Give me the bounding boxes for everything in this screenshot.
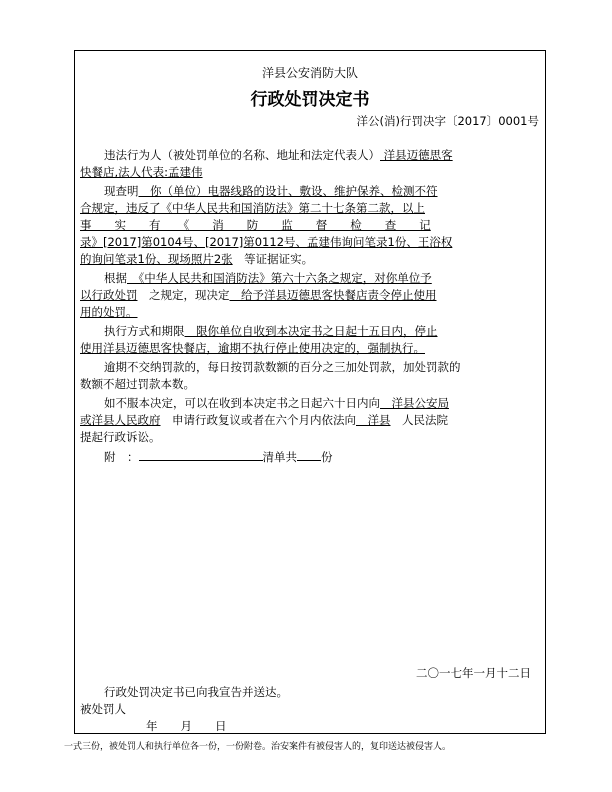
issuing-organization: 洋县公安消防大队 — [261, 66, 358, 80]
attachment-count-blank — [297, 448, 321, 461]
findings-line-3: 事 实 有 《 消 防 监 督 检 查 记 — [80, 218, 431, 232]
party-name: 洋县迈德思客 — [380, 148, 453, 162]
late-fine-line-1: 逾期不交纳罚款的，每日按罚款数额的百分之三加处罚款，加处罚款的 — [104, 360, 461, 374]
findings-line-4: 录》[2017]第0104号、[2017]第0112号、孟建伟询问笔录1份、王浴权 — [80, 235, 453, 249]
legal-basis-line-1: 根据 《中华人民共和国消防法》第六十六条之规定，对你单位予 — [104, 271, 432, 285]
party-line-2: 快餐店,法人代表:孟建伟 — [80, 165, 203, 179]
party-line-1: 违法行为人（被处罚单位的名称、地址和法定代表人） 洋县迈德思客 — [104, 148, 453, 162]
receipt-person-label: 被处罚人 — [80, 702, 126, 716]
document-number: 洋公(消)行罚决字〔2017〕0001号 — [356, 114, 539, 128]
receipt-date-fields: 年 月 日 — [146, 719, 227, 733]
execution-line-2: 使用洋县迈德思客快餐店，逾期不执行停止使用决定的，强制执行。 — [80, 341, 425, 355]
document-title: 行政处罚决定书 — [250, 90, 370, 110]
footer-note: 一式三份，被处罚人和执行单位各一份，一份附卷。治安案件有被侵害人的，复印送达被侵害人。 — [64, 742, 452, 752]
attachment-line — [80, 448, 333, 465]
receipt-notice: 行政处罚决定书已向我宣告并送达。 — [104, 685, 288, 699]
findings-line-2: 合规定，违反了《中华人民共和国消防法》第二十七条第二款，以上 — [80, 201, 425, 215]
decision-date: 二〇一七年一月十二日 — [416, 666, 531, 680]
appeal-line-2: 或洋县人民政府 申请行政复议或者在六个月内依法向 洋县 人民法院 — [80, 413, 448, 427]
execution-line-1: 执行方式和期限 限你单位自收到本决定书之日起十五日内，停止 — [104, 324, 438, 338]
document-frame — [74, 50, 546, 734]
appeal-line-3: 提起行政诉讼。 — [80, 430, 161, 444]
attachment-list-label: 清单共 — [262, 450, 297, 464]
findings-line-1: 现查明 你（单位）电器线路的设计、敷设、维护保养、检测不符 — [104, 184, 438, 198]
legal-basis-line-2: 以行政处罚 之规定，现决定 给予洋县迈德思客快餐店责令停止使用 — [80, 288, 437, 302]
attachment-label: 附 ： — [104, 450, 139, 464]
attachment-blank — [139, 448, 263, 461]
legal-basis-line-3: 用的处罚。 — [80, 305, 138, 319]
findings-line-5: 的询问笔录1份、现场照片2张 等证据证实。 — [80, 252, 314, 266]
appeal-line-1: 如不服本决定，可以在收到本决定书之日起六十日内向 洋县公安局 — [104, 396, 449, 410]
attachment-unit: 份 — [321, 450, 333, 464]
late-fine-line-2: 数额不超过罚款本数。 — [80, 377, 195, 391]
